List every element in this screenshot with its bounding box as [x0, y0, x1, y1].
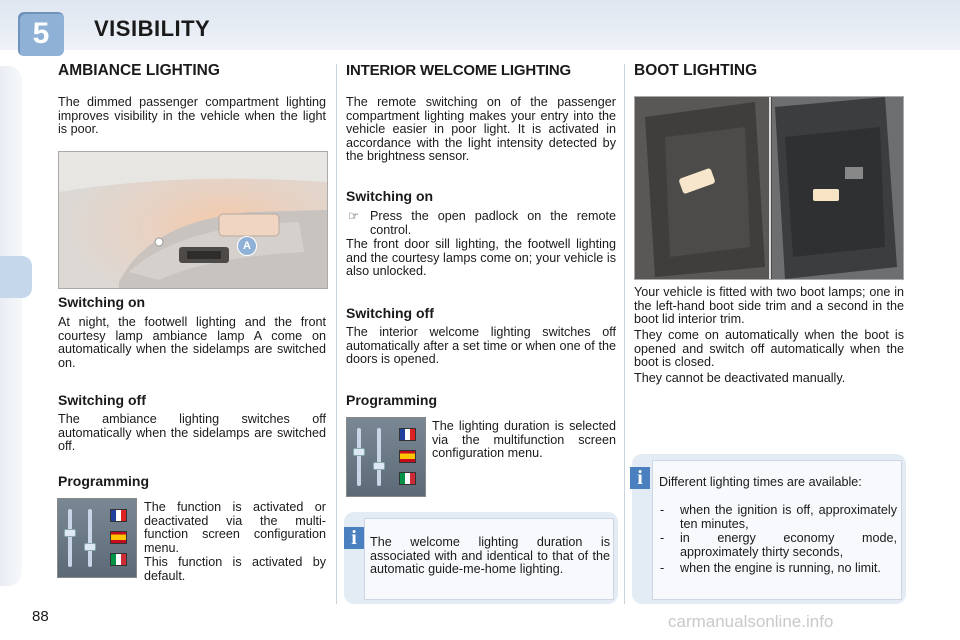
welcome-off-heading: Switching off	[346, 305, 434, 321]
welcome-intro: The remote switching on of the passenger compartment lighting makes your entry into the vehicle easier in poor light. It is activated in accordance with the light intensity detected by the brightness sensor.	[346, 95, 616, 164]
ambiance-on-text: At night, the footwell lighting and the front courtesy lamp ambiance lamp A come on automatically when the sidelamps are switched on.	[58, 315, 326, 370]
column-divider	[336, 64, 337, 604]
lamp-label-a: A	[237, 236, 257, 256]
ambiance-intro: The dimmed passenger compartment lighting improves visibility in the vehicle when the light is poor.	[58, 95, 326, 137]
boot-lamps-photo	[634, 96, 904, 280]
welcome-on-heading: Switching on	[346, 188, 434, 204]
boot-heading: BOOT LIGHTING	[634, 62, 758, 79]
info-icon: i	[630, 467, 650, 489]
list-dash: -	[660, 561, 665, 575]
boot-text-1: Your vehicle is fitted with two boot lamps; one in the left-hand boot side trim and a second in the boot lid interior trim.	[634, 285, 904, 327]
boot-text-2: They come on automatically when the boot is opened and switch off automatically when the boot is closed.	[634, 328, 904, 370]
welcome-programming-heading: Programming	[346, 392, 438, 408]
ambiance-on-heading: Switching on	[58, 294, 146, 310]
chapter-tab	[0, 256, 32, 298]
ambiance-off-text: The ambiance lighting switches off automatically when the sidelamps are switched off.	[58, 412, 326, 454]
config-menu-icon	[57, 498, 137, 578]
pointing-hand-icon: ☞	[348, 209, 360, 223]
boot-info-intro: Different lighting times are available:	[659, 475, 862, 489]
welcome-off-text: The interior welcome lighting switches off automatically after a set time or when one of the doors is opened.	[346, 325, 616, 367]
config-menu-icon	[346, 417, 426, 497]
welcome-on-step: Press the open padlock on the remote control.	[370, 209, 616, 237]
list-item: in energy economy mode, approximately thirty seconds,	[680, 531, 897, 559]
ambiance-heading: AMBIANCE LIGHTING	[58, 62, 220, 79]
ambiance-prog-default: This function is activated by default.	[144, 555, 326, 583]
info-icon: i	[344, 527, 364, 549]
watermark: carmanualsonline.info	[668, 612, 834, 631]
ambiance-prog-text: The function is activated or deactivated via the multi-function screen configuration menu.	[144, 500, 326, 555]
list-item: when the engine is running, no limit.	[680, 561, 881, 575]
side-margin	[0, 66, 22, 586]
ambiance-programming-heading: Programming	[58, 473, 150, 489]
welcome-info-text: The welcome lighting duration is associated with and identical to that of the automatic guide-me-home lighting.	[370, 535, 610, 577]
chapter-number: 5	[18, 12, 64, 56]
list-dash: -	[660, 531, 665, 545]
column-divider	[624, 64, 625, 604]
boot-text-3: They cannot be deactivated manually.	[634, 371, 846, 385]
ambiance-lamp-photo	[58, 151, 328, 289]
list-dash: -	[660, 503, 665, 517]
list-item: when the ignition is off, approximately ten minutes,	[680, 503, 897, 531]
page-title: VISIBILITY	[94, 16, 211, 41]
welcome-prog-text: The lighting duration is selected via the multifunction screen configuration menu.	[432, 419, 616, 461]
ambiance-off-heading: Switching off	[58, 392, 146, 408]
welcome-on-text: The front door sill lighting, the footwell lighting and the courtesy lamps come on; your vehicle is also unlocked.	[346, 237, 616, 279]
page-number: 88	[32, 608, 49, 625]
welcome-heading: INTERIOR WELCOME LIGHTING	[346, 62, 571, 79]
